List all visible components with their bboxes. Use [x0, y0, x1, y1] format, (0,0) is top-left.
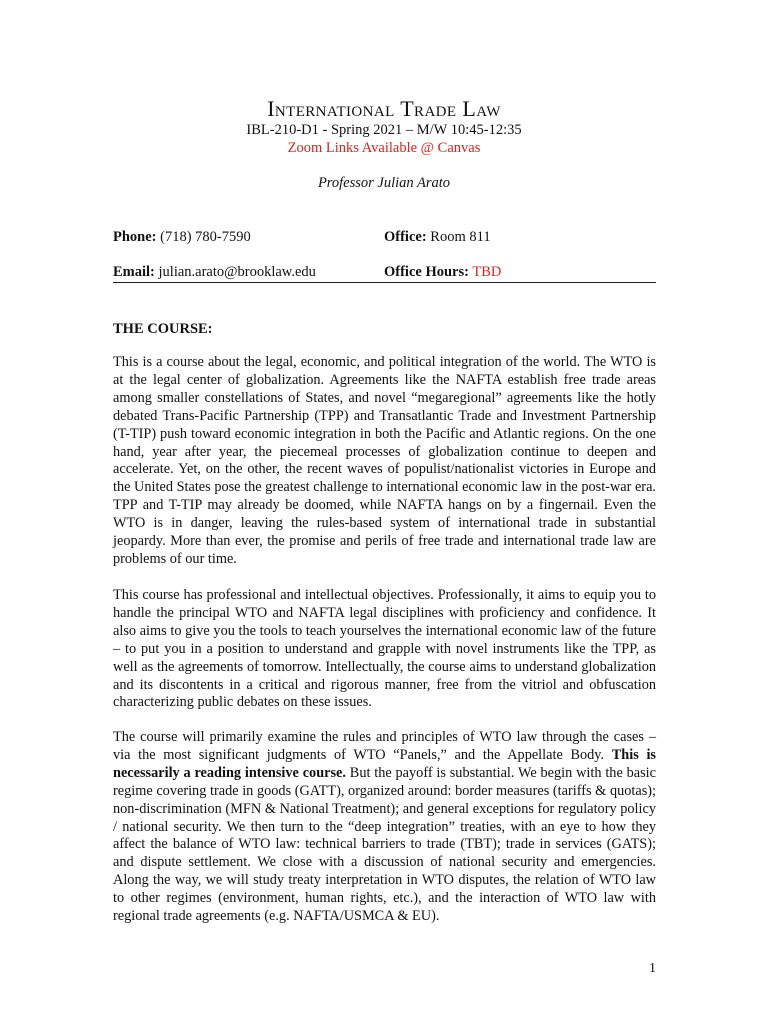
header-divider	[113, 282, 656, 283]
email-value: julian.arato@brooklaw.edu	[158, 264, 316, 280]
office-entry	[384, 228, 491, 246]
course-paragraph-3-end: But the payoff is substantial. We begin with the basic regime covering trade in goods (GATT), organized around: border measures (tariffs & quotas); non-discrimination (MFN & National Treatment); and general exceptions for regulatory policy / national security. We then turn to the “deep integration” treaties, with an eye to how they affect the balance of WTO law: technical barriers to trade (TBT); trade in services (GATS); and dispute settlement. We close with a discussion of national security and emergencies. Along the way, we will study treaty interpretation in WTO disputes, the relation of WTO law to other regimes (environment, human rights, etc.), and the interaction of WTO law with regional trade agreements (e.g. NAFTA/USMCA & EU).	[113, 764, 656, 925]
course-info-line: IBL-210-D1 - Spring 2021 – M/W 10:45-12:35	[246, 122, 522, 138]
phone-label: Phone:	[113, 229, 157, 245]
office-hours-entry	[384, 263, 501, 281]
course-paragraph-3	[113, 729, 656, 926]
phone-value: (718) 780-7590	[160, 229, 251, 245]
office-label: Office:	[384, 229, 427, 245]
office-value: Room 811	[430, 229, 491, 245]
document-title: International Trade Law	[267, 96, 501, 121]
section-heading-course: THE COURSE:	[113, 321, 213, 337]
course-paragraph-2: This course has professional and intellectual objectives. Professionally, it aims to equip you to handle the principal WTO and NAFTA legal disciplines with proficiency and confidence. It also aims to give you the tools to teach yourselves the international economic law of the future – to put you in a position to understand and grapple with novel instruments like the TPP, as well as the agreements of tomorrow. Intellectually, the course aims to understand globalization and its discontents in a critical and rigorous manner, free from the vitriol and obfuscation characterizing public debates on these issues.	[113, 587, 656, 711]
zoom-links-notice: Zoom Links Available @ Canvas	[287, 140, 481, 156]
phone-entry	[113, 228, 251, 246]
course-paragraph-3-emphasis: This is necessarily a reading intensive course.	[113, 746, 656, 781]
office-hours-label: Office Hours:	[384, 264, 469, 280]
course-paragraph-1: This is a course about the legal, economic, and political integration of the world. The WTO is at the legal center of globalization. Agreements like the NAFTA establish free trade areas among smaller constellations of States, and novel “megaregional” agreements like the hotly debated Trans-Pacific Partnership (TPP) and Transatlantic Trade and Investment Partnership (T-TIP) push toward economic integration in both the Pacific and Atlantic regions. On the one hand, year after year, the piecemeal processes of globalization continue to deepen and accelerate. Yet, on the other, the recent waves of populist/nationalist victories in Europe and the United States pose the greatest challenge to international economic law in the post-war era. TPP and T-TIP may already be doomed, while NAFTA hangs on by a fingernail. Even the WTO is in danger, leaving the rules-based system of international trade in substantial jeopardy. More than ever, the promise and perils of free trade and international trade law are problems of our time.	[113, 354, 656, 567]
email-label: Email:	[113, 264, 155, 280]
course-paragraph-3-start: The course will primarily examine the rules and principles of WTO law through the cases – via the most significant judgments of WTO “Panels,” and the Appellate Body.	[113, 729, 656, 763]
professor-name: Professor Julian Arato	[317, 175, 451, 191]
office-hours-value: TBD	[472, 264, 502, 280]
email-entry	[113, 263, 316, 281]
page-number: 1	[649, 961, 656, 976]
